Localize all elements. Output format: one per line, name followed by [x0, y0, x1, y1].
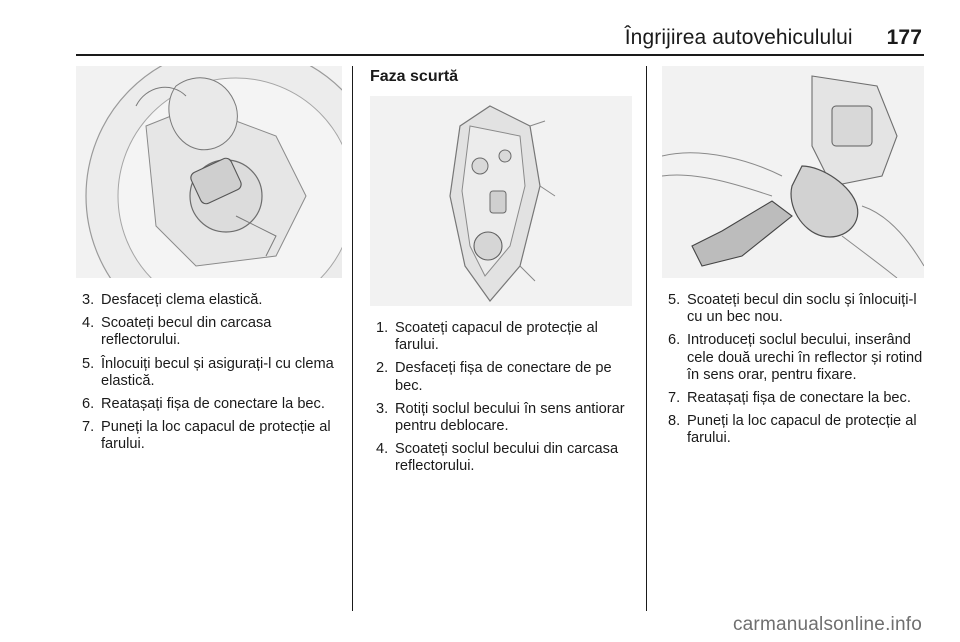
page-title: Îngrijirea autovehiculului: [624, 26, 853, 49]
column-1: [76, 66, 342, 460]
list-item: 8. Puneți la loc capacul de protecție al farului.: [668, 413, 917, 447]
column-divider-1: [352, 66, 353, 611]
watermark: carmanualsonline.info: [732, 614, 922, 635]
illustration-bulb-socket: [662, 66, 924, 278]
header-divider: [76, 54, 924, 56]
list-item: 7. Puneți la loc capacul de protecție al farului.: [82, 419, 331, 453]
bulb-socket-drawing: [662, 66, 924, 278]
list-item: 6. Introduceți soclul becului, inserând cele două urechi în reflector și rotind în sens orar, pentru fixare.: [668, 332, 923, 383]
illustration-headlamp-housing: [370, 96, 632, 306]
steps-list-2: [370, 320, 636, 476]
list-item: 7. Reatașați fișa de conectare la bec.: [668, 390, 911, 407]
list-item: 5. Scoateți becul din soclu și înlocuiți-l cu un bec nou.: [668, 292, 917, 326]
list-item: 4. Scoateți soclul becului din carcasa reflectorului.: [376, 441, 619, 475]
column-3: [662, 66, 924, 454]
list-item: 6. Reatașați fișa de conectare la bec.: [82, 396, 325, 413]
column-divider-2: [646, 66, 647, 611]
list-item: 3. Rotiți soclul becului în sens antiorar pentru deblocare.: [376, 400, 625, 435]
list-item: 5. Înlocuiți becul și asigurați-l cu clema elastică.: [82, 355, 334, 389]
list-item: 3. Desfaceți clema elastică.: [82, 292, 263, 308]
section-title: Faza scurtă: [370, 68, 459, 85]
page-header: [600, 26, 922, 50]
steps-list-3: [662, 292, 924, 448]
steps-list-1: [76, 292, 342, 454]
illustration-bulb-clip: [76, 66, 342, 278]
list-item: 1. Scoateți capacul de protecție al farului.: [376, 320, 598, 354]
list-item: 4. Scoateți becul din carcasa reflectorului.: [82, 315, 272, 349]
page-number: 177: [886, 26, 922, 49]
column-2: [370, 66, 636, 482]
headlamp-drawing: [370, 96, 632, 306]
bulb-clip-drawing: [76, 66, 342, 278]
list-item: 2. Desfaceți fișa de conectare de pe bec.: [376, 360, 612, 394]
